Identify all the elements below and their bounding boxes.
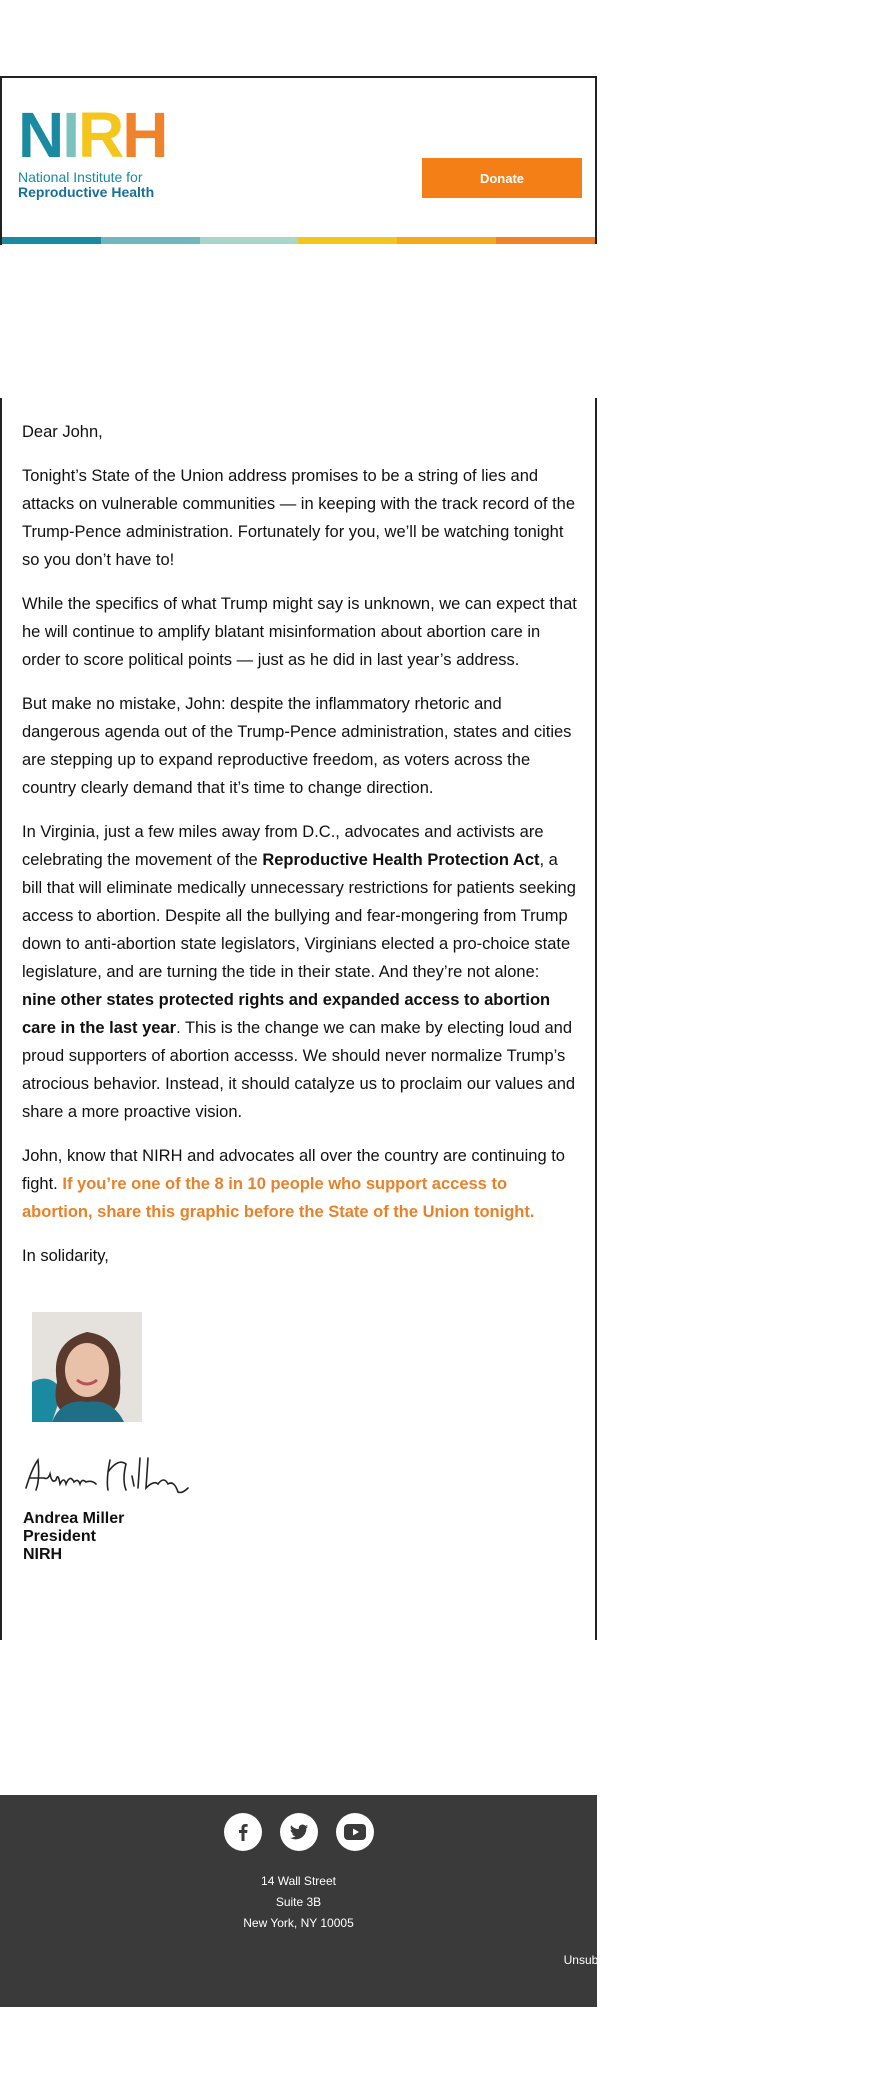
- paragraph-3: But make no mistake, John: despite the inflammatory rhetoric and dangerous agenda out of the Trump-Pence administration, states and cities are stepping up to expand reproductive freedom, as voters across the country clearly demand that it’s time to change direction.: [22, 695, 572, 797]
- signer-title: President: [23, 1528, 96, 1545]
- content-rail-right: [595, 398, 597, 1640]
- paragraph-5: John, know that NIRH and advocates all over the country are continuing to fight. If you’re one of the 8 in 10 people who support access to abortion, share this graphic before the State of the Union tonight.: [22, 1147, 565, 1221]
- logo-line-2: Reproductive Health: [18, 184, 155, 200]
- nirh-logo[interactable]: [18, 99, 178, 200]
- paragraph-4: In Virginia, just a few miles away from D.C., advocates and activists are celebrating the movement of the Reproductive Health Protection Act, a bill that will eliminate medically unnecessary restrictions for patients seeking access to abortion. Despite all the bullying and fear-mongering from Trump down to anti-abortion state legislators, Virginians elected a pro-choice state legislature, and are turning the tide in their state. And they’re not alone: nine other states protected rights and expanded access to abortion care in the last year. This is the change we can make by electing loud and proud supporters of abortion accesss. We should never normalize Trump’s atrocious behavior. Instead, it should catalyze us to proclaim our values and share a more proactive vision.: [22, 823, 576, 1121]
- address-line-3: New York, NY 10005: [243, 1916, 354, 1930]
- footer-address: [0, 1871, 597, 1934]
- logo-letter-h: H: [122, 99, 167, 171]
- avatar: [32, 1312, 142, 1422]
- nine-states-bold: nine other states protected rights and expanded access to abortion care in the last year: [22, 991, 551, 1037]
- unsubscribe-link[interactable]: Unsubscribe: [563, 1953, 631, 1967]
- logo-line-1: National Institute for: [18, 169, 143, 185]
- signer-org: NIRH: [23, 1546, 63, 1563]
- color-strip: [2, 237, 595, 244]
- youtube-icon[interactable]: [336, 1813, 374, 1851]
- paragraph-2: While the specifics of what Trump might say is unknown, we can expect that he will continue to amplify blatant misinformation about abortion care in order to score political points — just as he did in last year’s address.: [22, 595, 577, 669]
- address-line-1: 14 Wall Street: [261, 1874, 336, 1888]
- greeting: Dear John,: [22, 423, 103, 441]
- logo-caption: [18, 170, 178, 200]
- address-line-2: Suite 3B: [275, 1895, 322, 1909]
- closing: In solidarity,: [22, 1247, 109, 1265]
- paragraph-1: Tonight’s State of the Union address promises to be a string of lies and attacks on vulnerable communities — in keeping with the track record of the Trump-Pence administration. Fortunately for you, we’ll be watching tonight so you don’t have to!: [22, 467, 576, 569]
- facebook-icon[interactable]: [224, 1813, 262, 1851]
- signer-block: [23, 1510, 124, 1564]
- email-header: [0, 76, 597, 244]
- donate-button[interactable]: Donate: [422, 158, 582, 198]
- share-graphic-link[interactable]: If you’re one of the 8 in 10 people who support access to abortion, share this graphic before the State of the Union tonight.: [22, 1175, 535, 1221]
- header-rail-left: [0, 244, 2, 245]
- email-footer: [0, 1795, 631, 2007]
- logo-letter-i: I: [62, 99, 78, 171]
- social-links: [0, 1813, 597, 1851]
- rhpa-bold: Reproductive Health Protection Act: [262, 851, 540, 869]
- logo-letter-n: N: [18, 99, 63, 171]
- twitter-icon[interactable]: [280, 1813, 318, 1851]
- content-rail-left: [0, 398, 2, 1640]
- handwritten-signature: [22, 1450, 202, 1500]
- signer-name: Andrea Miller: [23, 1510, 125, 1527]
- logo-letters: [18, 99, 178, 171]
- letter-body: [22, 418, 577, 1286]
- logo-letter-r: R: [78, 99, 123, 171]
